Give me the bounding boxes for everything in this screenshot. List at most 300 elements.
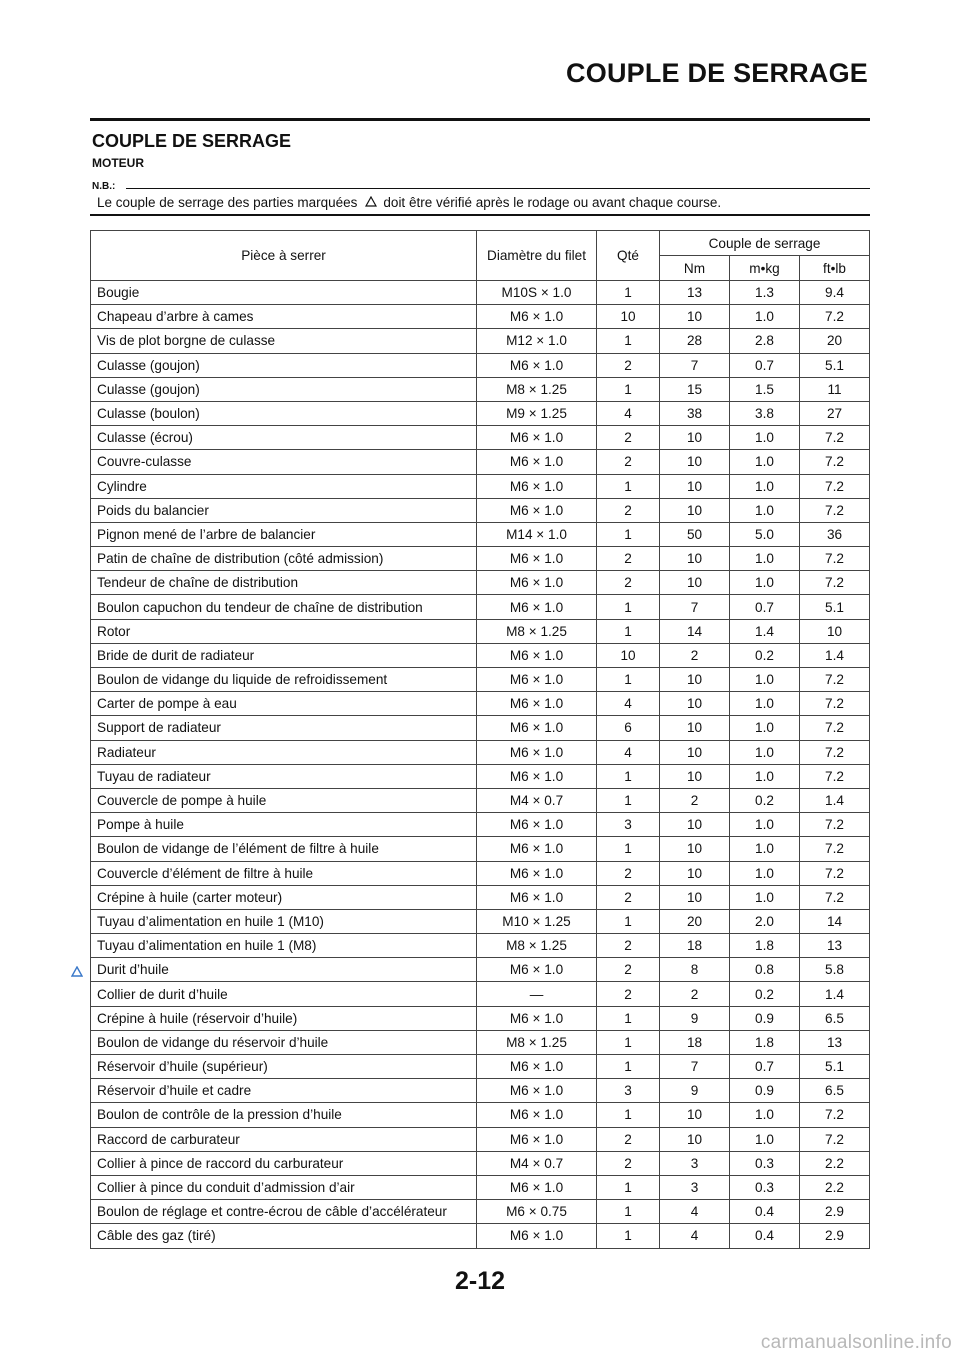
- cell-nm: 7: [660, 595, 730, 619]
- cell-nm: 3: [660, 1175, 730, 1199]
- cell-thread: M8 × 1.25: [477, 1030, 597, 1054]
- cell-nm: 10: [660, 716, 730, 740]
- cell-ftlb: 27: [800, 401, 870, 425]
- cell-part: Boulon de réglage et contre-écrou de câble d’accélérateur: [91, 1200, 477, 1224]
- cell-thread: M6 × 1.0: [477, 305, 597, 329]
- cell-thread: M8 × 1.25: [477, 619, 597, 643]
- cell-part: Boulon de vidange de l’élément de filtre à huile: [91, 837, 477, 861]
- cell-ftlb: 7.2: [800, 305, 870, 329]
- cell-nm: 10: [660, 837, 730, 861]
- table-row: [91, 474, 870, 498]
- cell-thread: M6 × 1.0: [477, 861, 597, 885]
- table-row: [91, 353, 870, 377]
- cell-mkg: 1.0: [730, 764, 800, 788]
- cell-thread: M6 × 1.0: [477, 1103, 597, 1127]
- table-row: [91, 377, 870, 401]
- cell-ftlb: 5.1: [800, 353, 870, 377]
- cell-ftlb: 7.2: [800, 474, 870, 498]
- cell-mkg: 1.0: [730, 716, 800, 740]
- cell-part: Collier de durit d’huile: [91, 982, 477, 1006]
- cell-ftlb: 7.2: [800, 764, 870, 788]
- table-row: [91, 547, 870, 571]
- cell-thread: M6 × 1.0: [477, 740, 597, 764]
- header-mkg: m•kg: [730, 256, 800, 281]
- table-row: [91, 740, 870, 764]
- note-rule-top: [126, 188, 870, 189]
- cell-qty: 6: [597, 716, 660, 740]
- cell-part: Raccord de carburateur: [91, 1127, 477, 1151]
- cell-nm: 10: [660, 764, 730, 788]
- table-row: [91, 885, 870, 909]
- cell-part: Réservoir d’huile et cadre: [91, 1079, 477, 1103]
- cell-ftlb: 7.2: [800, 813, 870, 837]
- cell-qty: 1: [597, 1200, 660, 1224]
- cell-mkg: 1.0: [730, 740, 800, 764]
- cell-part: Pignon mené de l’arbre de balancier: [91, 522, 477, 546]
- cell-qty: 3: [597, 1079, 660, 1103]
- cell-qty: 2: [597, 1127, 660, 1151]
- cell-nm: 15: [660, 377, 730, 401]
- cell-thread: M6 × 1.0: [477, 474, 597, 498]
- header-rule: [90, 118, 870, 121]
- cell-nm: 2: [660, 788, 730, 812]
- cell-mkg: 1.0: [730, 692, 800, 716]
- header-torque: Couple de serrage: [660, 231, 870, 256]
- cell-qty: 1: [597, 837, 660, 861]
- table-row: [91, 450, 870, 474]
- cell-thread: M6 × 1.0: [477, 764, 597, 788]
- cell-part: Bougie: [91, 281, 477, 305]
- cell-mkg: 0.7: [730, 1055, 800, 1079]
- cell-mkg: 2.0: [730, 909, 800, 933]
- cell-ftlb: 7.2: [800, 716, 870, 740]
- cell-nm: 10: [660, 861, 730, 885]
- table-row: [91, 281, 870, 305]
- cell-qty: 2: [597, 498, 660, 522]
- note-text-after: doit être vérifié après le rodage ou avant chaque course.: [383, 195, 722, 210]
- cell-qty: 1: [597, 474, 660, 498]
- cell-thread: M9 × 1.25: [477, 401, 597, 425]
- cell-part: Pompe à huile: [91, 813, 477, 837]
- cell-part: Couvercle d’élément de filtre à huile: [91, 861, 477, 885]
- cell-nm: 10: [660, 885, 730, 909]
- cell-mkg: 0.2: [730, 788, 800, 812]
- cell-thread: M6 × 0.75: [477, 1200, 597, 1224]
- cell-thread: M6 × 1.0: [477, 668, 597, 692]
- cell-mkg: 1.0: [730, 426, 800, 450]
- torque-table: [90, 230, 870, 1249]
- cell-ftlb: 7.2: [800, 547, 870, 571]
- cell-mkg: 1.0: [730, 1127, 800, 1151]
- cell-part: Boulon capuchon du tendeur de chaîne de distribution: [91, 595, 477, 619]
- cell-mkg: 1.8: [730, 1030, 800, 1054]
- cell-qty: 2: [597, 934, 660, 958]
- watermark: carmanualsonline.info: [760, 1332, 952, 1353]
- cell-ftlb: 7.2: [800, 692, 870, 716]
- cell-part: Boulon de contrôle de la pression d’huile: [91, 1103, 477, 1127]
- cell-thread: M6 × 1.0: [477, 547, 597, 571]
- cell-part: Chapeau d’arbre à cames: [91, 305, 477, 329]
- header-qty: Qté: [597, 231, 660, 281]
- table-row: [91, 1006, 870, 1030]
- cell-ftlb: 11: [800, 377, 870, 401]
- cell-part: Cylindre: [91, 474, 477, 498]
- note-text-before: Le couple de serrage des parties marquées: [97, 195, 358, 210]
- table-row: [91, 619, 870, 643]
- cell-thread: M4 × 0.7: [477, 1151, 597, 1175]
- cell-thread: M6 × 1.0: [477, 716, 597, 740]
- cell-part: Culasse (goujon): [91, 353, 477, 377]
- cell-thread: M6 × 1.0: [477, 813, 597, 837]
- cell-nm: 18: [660, 1030, 730, 1054]
- cell-part: Support de radiateur: [91, 716, 477, 740]
- cell-ftlb: 1.4: [800, 788, 870, 812]
- cell-qty: 1: [597, 1224, 660, 1248]
- cell-nm: 7: [660, 1055, 730, 1079]
- cell-part: Couvercle de pompe à huile: [91, 788, 477, 812]
- cell-ftlb: 7.2: [800, 885, 870, 909]
- cell-ftlb: 7.2: [800, 571, 870, 595]
- cell-thread: —: [477, 982, 597, 1006]
- cell-mkg: 0.9: [730, 1079, 800, 1103]
- cell-thread: M6 × 1.0: [477, 498, 597, 522]
- table-row: [91, 764, 870, 788]
- cell-ftlb: 7.2: [800, 426, 870, 450]
- page-header-title: COUPLE DE SERRAGE: [566, 58, 868, 88]
- cell-part: Réservoir d’huile (supérieur): [91, 1055, 477, 1079]
- cell-mkg: 0.9: [730, 1006, 800, 1030]
- cell-thread: M6 × 1.0: [477, 643, 597, 667]
- cell-part: Couvre-culasse: [91, 450, 477, 474]
- cell-qty: 1: [597, 668, 660, 692]
- cell-mkg: 1.0: [730, 450, 800, 474]
- cell-qty: 10: [597, 643, 660, 667]
- cell-qty: 4: [597, 740, 660, 764]
- table-row: [91, 813, 870, 837]
- table-row: [91, 934, 870, 958]
- cell-mkg: 1.3: [730, 281, 800, 305]
- cell-mkg: 0.7: [730, 595, 800, 619]
- cell-mkg: 0.4: [730, 1224, 800, 1248]
- header-part: Pièce à serrer: [91, 231, 477, 281]
- subsection-title: MOTEUR: [92, 156, 144, 170]
- torque-table-body: [91, 281, 870, 1249]
- cell-nm: 10: [660, 426, 730, 450]
- cell-ftlb: 10: [800, 619, 870, 643]
- cell-thread: M12 × 1.0: [477, 329, 597, 353]
- cell-mkg: 0.4: [730, 1200, 800, 1224]
- cell-nm: 13: [660, 281, 730, 305]
- page-number: 2-12: [454, 1267, 506, 1295]
- cell-nm: 10: [660, 1127, 730, 1151]
- cell-ftlb: 2.9: [800, 1200, 870, 1224]
- cell-nm: 38: [660, 401, 730, 425]
- cell-nm: 3: [660, 1151, 730, 1175]
- cell-thread: M6 × 1.0: [477, 1127, 597, 1151]
- cell-ftlb: 5.1: [800, 1055, 870, 1079]
- cell-qty: 2: [597, 958, 660, 982]
- cell-qty: 1: [597, 764, 660, 788]
- cell-nm: 8: [660, 958, 730, 982]
- header-nm: Nm: [660, 256, 730, 281]
- cell-nm: 4: [660, 1224, 730, 1248]
- cell-part: Radiateur: [91, 740, 477, 764]
- cell-qty: 1: [597, 377, 660, 401]
- table-row: [91, 643, 870, 667]
- cell-mkg: 3.8: [730, 401, 800, 425]
- table-row: [91, 305, 870, 329]
- cell-part: Collier à pince du conduit d’admission d’air: [91, 1175, 477, 1199]
- cell-qty: 1: [597, 619, 660, 643]
- cell-ftlb: 14: [800, 909, 870, 933]
- table-row: [91, 1200, 870, 1224]
- cell-thread: M6 × 1.0: [477, 1224, 597, 1248]
- cell-mkg: 0.7: [730, 353, 800, 377]
- cell-ftlb: 9.4: [800, 281, 870, 305]
- cell-nm: 10: [660, 668, 730, 692]
- cell-thread: M8 × 1.25: [477, 934, 597, 958]
- cell-qty: 1: [597, 1055, 660, 1079]
- note-rule-bottom: [90, 214, 870, 216]
- cell-nm: 9: [660, 1006, 730, 1030]
- cell-ftlb: 2.9: [800, 1224, 870, 1248]
- table-row: [91, 1175, 870, 1199]
- cell-mkg: 1.4: [730, 619, 800, 643]
- cell-ftlb: 2.2: [800, 1151, 870, 1175]
- cell-part: Rotor: [91, 619, 477, 643]
- cell-thread: M6 × 1.0: [477, 1055, 597, 1079]
- cell-ftlb: 2.2: [800, 1175, 870, 1199]
- header-ftlb: ft•lb: [800, 256, 870, 281]
- cell-part: Bride de durit de radiateur: [91, 643, 477, 667]
- cell-thread: M6 × 1.0: [477, 450, 597, 474]
- cell-mkg: 1.0: [730, 1103, 800, 1127]
- cell-qty: 2: [597, 861, 660, 885]
- cell-ftlb: 7.2: [800, 498, 870, 522]
- cell-qty: 2: [597, 353, 660, 377]
- cell-part: Tuyau de radiateur: [91, 764, 477, 788]
- cell-nm: 10: [660, 813, 730, 837]
- table-row: [91, 668, 870, 692]
- cell-qty: 2: [597, 1151, 660, 1175]
- cell-ftlb: 36: [800, 522, 870, 546]
- cell-nm: 2: [660, 982, 730, 1006]
- cell-qty: 1: [597, 1103, 660, 1127]
- cell-thread: M14 × 1.0: [477, 522, 597, 546]
- cell-nm: 9: [660, 1079, 730, 1103]
- cell-part: Vis de plot borgne de culasse: [91, 329, 477, 353]
- cell-mkg: 0.2: [730, 982, 800, 1006]
- cell-nm: 10: [660, 305, 730, 329]
- table-row: [91, 788, 870, 812]
- cell-mkg: 1.0: [730, 885, 800, 909]
- cell-mkg: 1.0: [730, 498, 800, 522]
- cell-qty: 1: [597, 909, 660, 933]
- cell-nm: 10: [660, 547, 730, 571]
- cell-nm: 10: [660, 498, 730, 522]
- cell-ftlb: 1.4: [800, 643, 870, 667]
- cell-thread: M4 × 0.7: [477, 788, 597, 812]
- table-row: [91, 1055, 870, 1079]
- table-row: [91, 861, 870, 885]
- cell-mkg: 1.5: [730, 377, 800, 401]
- cell-qty: 2: [597, 547, 660, 571]
- table-row: [91, 498, 870, 522]
- cell-thread: M6 × 1.0: [477, 595, 597, 619]
- triangle-icon: [365, 195, 377, 210]
- table-row: [91, 595, 870, 619]
- cell-ftlb: 20: [800, 329, 870, 353]
- cell-mkg: 2.8: [730, 329, 800, 353]
- cell-qty: 2: [597, 982, 660, 1006]
- table-row: [91, 1079, 870, 1103]
- cell-thread: M6 × 1.0: [477, 1079, 597, 1103]
- cell-part: Tuyau d’alimentation en huile 1 (M8): [91, 934, 477, 958]
- cell-nm: 18: [660, 934, 730, 958]
- cell-thread: M6 × 1.0: [477, 885, 597, 909]
- cell-ftlb: 5.8: [800, 958, 870, 982]
- cell-nm: 10: [660, 1103, 730, 1127]
- table-row: [91, 958, 870, 982]
- cell-nm: 10: [660, 571, 730, 595]
- note-label: N.B.:: [92, 181, 116, 192]
- cell-nm: 10: [660, 692, 730, 716]
- cell-part: Collier à pince de raccord du carburateur: [91, 1151, 477, 1175]
- cell-thread: M10 × 1.25: [477, 909, 597, 933]
- torque-table-container: [90, 230, 869, 1249]
- cell-part: Culasse (boulon): [91, 401, 477, 425]
- cell-ftlb: 13: [800, 1030, 870, 1054]
- torque-check-marker-icon: [71, 964, 83, 975]
- cell-nm: 10: [660, 740, 730, 764]
- table-row: [91, 401, 870, 425]
- cell-part: Culasse (écrou): [91, 426, 477, 450]
- cell-thread: M6 × 1.0: [477, 958, 597, 982]
- cell-mkg: 0.8: [730, 958, 800, 982]
- cell-qty: 10: [597, 305, 660, 329]
- cell-part: Boulon de vidange du liquide de refroidissement: [91, 668, 477, 692]
- table-row: [91, 329, 870, 353]
- cell-part: Durit d’huile: [91, 958, 477, 982]
- section-title: COUPLE DE SERRAGE: [92, 131, 292, 151]
- cell-qty: 1: [597, 1030, 660, 1054]
- note-text: [97, 195, 721, 210]
- cell-part: Tendeur de chaîne de distribution: [91, 571, 477, 595]
- cell-ftlb: 7.2: [800, 450, 870, 474]
- cell-qty: 1: [597, 788, 660, 812]
- cell-thread: M8 × 1.25: [477, 377, 597, 401]
- cell-mkg: 0.3: [730, 1151, 800, 1175]
- cell-qty: 1: [597, 281, 660, 305]
- cell-mkg: 0.2: [730, 643, 800, 667]
- cell-part: Câble des gaz (tiré): [91, 1224, 477, 1248]
- cell-thread: M10S × 1.0: [477, 281, 597, 305]
- table-row: [91, 982, 870, 1006]
- cell-qty: 2: [597, 426, 660, 450]
- cell-qty: 4: [597, 401, 660, 425]
- cell-nm: 10: [660, 474, 730, 498]
- cell-mkg: 1.8: [730, 934, 800, 958]
- cell-qty: 1: [597, 595, 660, 619]
- cell-ftlb: 7.2: [800, 668, 870, 692]
- cell-qty: 4: [597, 692, 660, 716]
- cell-nm: 50: [660, 522, 730, 546]
- cell-mkg: 1.0: [730, 547, 800, 571]
- table-row: [91, 692, 870, 716]
- cell-nm: 14: [660, 619, 730, 643]
- cell-qty: 1: [597, 329, 660, 353]
- cell-ftlb: 7.2: [800, 861, 870, 885]
- cell-part: Crépine à huile (carter moteur): [91, 885, 477, 909]
- cell-qty: 1: [597, 1175, 660, 1199]
- cell-mkg: 1.0: [730, 837, 800, 861]
- table-row: [91, 1224, 870, 1248]
- cell-ftlb: 6.5: [800, 1079, 870, 1103]
- table-row: [91, 522, 870, 546]
- table-row: [91, 837, 870, 861]
- cell-thread: M6 × 1.0: [477, 692, 597, 716]
- cell-mkg: 0.3: [730, 1175, 800, 1199]
- cell-thread: M6 × 1.0: [477, 1175, 597, 1199]
- cell-nm: 7: [660, 353, 730, 377]
- cell-qty: 2: [597, 885, 660, 909]
- cell-qty: 3: [597, 813, 660, 837]
- cell-mkg: 1.0: [730, 813, 800, 837]
- cell-thread: M6 × 1.0: [477, 571, 597, 595]
- cell-nm: 4: [660, 1200, 730, 1224]
- table-row: [91, 571, 870, 595]
- table-row: [91, 1103, 870, 1127]
- cell-thread: M6 × 1.0: [477, 353, 597, 377]
- cell-part: Patin de chaîne de distribution (côté admission): [91, 547, 477, 571]
- cell-ftlb: 7.2: [800, 740, 870, 764]
- cell-ftlb: 1.4: [800, 982, 870, 1006]
- cell-part: Tuyau d’alimentation en huile 1 (M10): [91, 909, 477, 933]
- cell-nm: 10: [660, 450, 730, 474]
- cell-mkg: 5.0: [730, 522, 800, 546]
- cell-nm: 2: [660, 643, 730, 667]
- cell-qty: 1: [597, 1006, 660, 1030]
- header-thread: Diamètre du filet: [477, 231, 597, 281]
- cell-ftlb: 7.2: [800, 1103, 870, 1127]
- cell-ftlb: 6.5: [800, 1006, 870, 1030]
- cell-thread: M6 × 1.0: [477, 837, 597, 861]
- cell-qty: 2: [597, 571, 660, 595]
- cell-mkg: 1.0: [730, 861, 800, 885]
- table-row: [91, 426, 870, 450]
- cell-thread: M6 × 1.0: [477, 1006, 597, 1030]
- cell-part: Crépine à huile (réservoir d’huile): [91, 1006, 477, 1030]
- cell-nm: 28: [660, 329, 730, 353]
- cell-nm: 20: [660, 909, 730, 933]
- table-row: [91, 909, 870, 933]
- cell-part: Poids du balancier: [91, 498, 477, 522]
- cell-ftlb: 7.2: [800, 1127, 870, 1151]
- table-row: [91, 1030, 870, 1054]
- cell-qty: 2: [597, 450, 660, 474]
- cell-mkg: 1.0: [730, 305, 800, 329]
- cell-thread: M6 × 1.0: [477, 426, 597, 450]
- cell-part: Carter de pompe à eau: [91, 692, 477, 716]
- table-row: [91, 1151, 870, 1175]
- table-row: [91, 1127, 870, 1151]
- cell-ftlb: 5.1: [800, 595, 870, 619]
- cell-part: Boulon de vidange du réservoir d’huile: [91, 1030, 477, 1054]
- table-row: [91, 716, 870, 740]
- cell-part: Culasse (goujon): [91, 377, 477, 401]
- cell-mkg: 1.0: [730, 571, 800, 595]
- cell-qty: 1: [597, 522, 660, 546]
